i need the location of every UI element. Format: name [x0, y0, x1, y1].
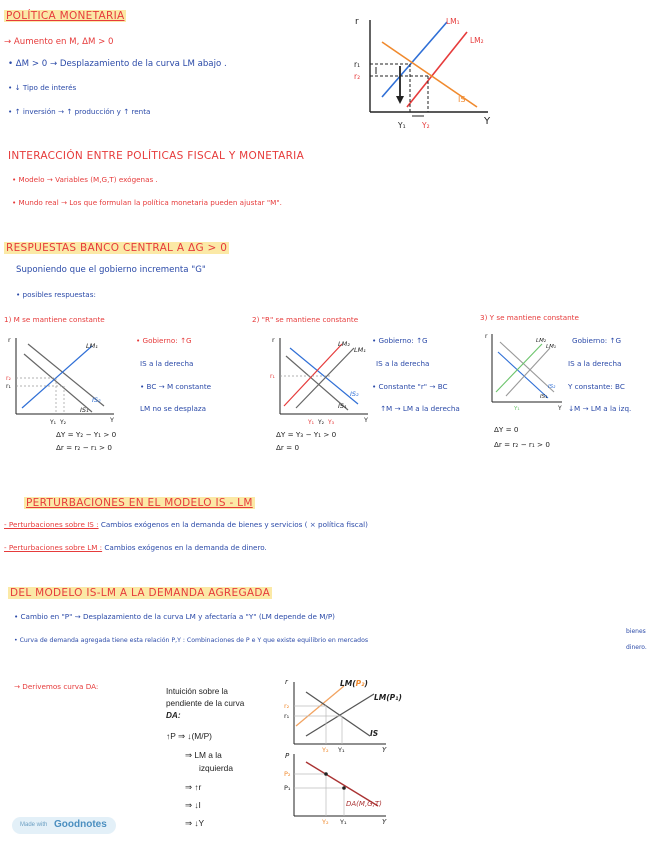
label-r1: r₁ [354, 60, 361, 69]
intuition-line3: DA: [166, 711, 181, 720]
case3-formula2: Δr = r₂ − r₁ > 0 [494, 440, 550, 449]
axis-y-label: Y [484, 116, 491, 127]
intuition-step5: ⇒ ↓I [185, 800, 201, 810]
case2-note1: • Gobierno: ↑G [372, 336, 428, 345]
case1-formula2: Δr = r₂ − r₁ > 0 [56, 443, 112, 452]
svg-text:r: r [272, 336, 275, 344]
svg-text:IS₂: IS₂ [350, 390, 359, 398]
case3-formula1: ΔY = 0 [494, 425, 519, 434]
intuition-step2: ⇒ LM a la [185, 750, 222, 760]
case3-note3: Y constante: BC [568, 382, 625, 391]
case3-note1: Gobierno: ↑G [572, 336, 622, 345]
section-title-interaccion: INTERACCIÓN ENTRE POLÍTICAS FISCAL Y MONETARIA [8, 150, 305, 162]
note-dinero: dinero. [626, 644, 647, 651]
label-r2: r₂ [354, 72, 361, 81]
label-is: IS [458, 95, 466, 104]
svg-text:Y₁: Y₁ [514, 406, 520, 412]
svg-text:r: r [8, 336, 11, 344]
svg-text:Y₁: Y₁ [338, 746, 345, 754]
label-y1: Y₁ [398, 121, 406, 130]
svg-text:Y₁: Y₁ [340, 818, 347, 826]
svg-text:Y₁: Y₁ [308, 419, 315, 426]
note-inversion: • ↑ inversión → ↑ producción y ↑ renta [8, 107, 151, 116]
svg-text:Y: Y [558, 405, 562, 412]
svg-text:IS₁: IS₁ [540, 394, 548, 400]
mini-graph-case1 [6, 336, 118, 426]
svg-text:P₁: P₁ [284, 784, 291, 792]
svg-text:r: r [285, 678, 288, 686]
mini-graph-case3 [484, 332, 564, 412]
case2-note2: IS a la derecha [376, 359, 430, 368]
section-title-is-lm-da: DEL MODELO IS-LM A LA DEMANDA AGREGADA [10, 587, 271, 599]
svg-text:IS₂: IS₂ [548, 384, 556, 390]
note-perturbaciones-is: - Perturbaciones sobre IS : Cambios exógenos en la demanda de bienes y servicios ( × política fiscal) [4, 520, 368, 529]
svg-text:Y₁: Y₁ [50, 419, 57, 426]
intuition-step4: ⇒ ↑r [185, 782, 202, 792]
intuition-step6: ⇒ ↓Y [185, 818, 205, 828]
note-derivemos-da: → Derivemos curva DA: [14, 682, 99, 691]
svg-text:IS₁: IS₁ [80, 406, 89, 414]
note-curva-da: • Curva de demanda agregada tiene esta relación P,Y : Combinaciones de P e Y que existe equilibrio en mercados [14, 637, 369, 644]
svg-text:r₂: r₂ [6, 375, 11, 382]
note-bienes: bienes [626, 628, 646, 635]
svg-text:LM₁: LM₁ [546, 344, 557, 350]
case1-formula1: ΔY = Y₂ − Y₁ > 0 [56, 430, 117, 439]
case1-note2: IS a la derecha [140, 359, 194, 368]
intuition-line1: Intuición sobre la [166, 687, 228, 696]
section-title-politica-monetaria: POLÍTICA MONETARIA [6, 10, 125, 22]
mini-graph-case2 [270, 336, 370, 426]
svg-text:Y: Y [382, 746, 387, 754]
svg-text:Y: Y [382, 818, 387, 826]
note-tipo-interes: • ↓ Tipo de interés [8, 83, 77, 92]
label-y2: Y₂ [422, 121, 430, 130]
svg-text:r₁: r₁ [270, 373, 275, 380]
case2-note3: • Constante "r" → BC [372, 382, 448, 391]
note-modelo-exogenas: • Modelo → Variables (M,G,T) exógenas . [12, 175, 158, 184]
case2-formula1: ΔY = Y₃ − Y₁ > 0 [276, 430, 337, 439]
lm1-curve [382, 22, 447, 97]
label-lm1: LM₁ [446, 17, 460, 26]
graph-lm-shift [352, 12, 492, 132]
badge-made-with: Made with [20, 822, 48, 828]
case1-title: 1) M se mantiene constante [4, 315, 105, 324]
svg-text:r₁: r₁ [6, 383, 11, 390]
badge-brand: Goodnotes [54, 819, 107, 830]
note-cambio-p: • Cambio en "P" ⇝ Desplazamiento de la curva LM y afectaría a "Y" (LM depende de M/P) [14, 612, 335, 621]
intuition-line2: pendiente de la curva [166, 699, 245, 708]
svg-text:r₁: r₁ [284, 712, 290, 720]
svg-text:IS₂: IS₂ [92, 396, 101, 404]
case2-note4: ↑M → LM a la derecha [380, 404, 460, 413]
svg-text:DA(M,G,T): DA(M,G,T) [346, 800, 382, 808]
case1-note1: • Gobierno: ↑G [136, 336, 192, 345]
svg-text:LM₁: LM₁ [354, 346, 366, 354]
case3-note2: IS a la derecha [568, 359, 622, 368]
label-lm2: LM₂ [470, 36, 484, 45]
note-aumento-m: → Aumento en M, ΔM > 0 [4, 37, 114, 47]
svg-text:IS: IS [370, 729, 379, 738]
svg-text:P₂: P₂ [284, 770, 291, 778]
case1-note3: • BC → M constante [140, 382, 212, 391]
case2-title: 2) "R" se mantiene constante [252, 315, 359, 324]
svg-text:LM₁: LM₁ [86, 342, 98, 350]
case3-title: 3) Y se mantiene constante [480, 313, 579, 322]
svg-text:LM₂: LM₂ [536, 338, 547, 344]
axis-r-label: r [355, 17, 359, 27]
intuition-step3: izquierda [199, 763, 233, 773]
note-perturbaciones-lm: - Perturbaciones sobre LM : Cambios exógenos en la demanda de dinero. [4, 543, 267, 552]
goodnotes-badge[interactable] [12, 817, 116, 834]
svg-text:Y₂: Y₂ [322, 818, 329, 826]
note-desplazamiento-lm: • ΔM > 0 → Desplazamiento de la curva LM abajo . [8, 59, 227, 69]
section-title-perturbaciones: PERTURBACIONES EN EL MODELO IS - LM [26, 497, 253, 509]
case2-formula2: Δr = 0 [276, 443, 300, 452]
svg-text:Y₂: Y₂ [318, 419, 325, 426]
svg-text:Y₃: Y₃ [328, 419, 335, 426]
svg-text:LM(P₂): LM(P₂) [340, 679, 368, 688]
case1-note4: LM no se desplaza [140, 404, 207, 413]
graph-is-lm-da [282, 678, 402, 828]
svg-text:LM(P₁): LM(P₁) [374, 693, 402, 702]
note-mundo-real: • Mundo real → Los que formulan la política monetaria pueden ajustar "M". [12, 198, 282, 207]
section-title-respuestas-bc: RESPUESTAS BANCO CENTRAL A ΔG > 0 [6, 242, 228, 254]
svg-text:Y: Y [364, 416, 368, 424]
svg-text:Y: Y [110, 416, 114, 424]
svg-text:Y₂: Y₂ [60, 419, 67, 426]
svg-text:LM₂: LM₂ [338, 340, 350, 348]
case3-note4: ↓M → LM a la izq. [568, 404, 632, 413]
note-posibles: • posibles respuestas: [16, 290, 96, 299]
note-suponiendo: Suponiendo que el gobierno incrementa "G" [16, 265, 206, 275]
svg-text:r₂: r₂ [284, 702, 290, 710]
svg-text:Y₂: Y₂ [322, 746, 329, 754]
svg-text:IS₁: IS₁ [338, 402, 347, 410]
intuition-step1: ↑P ⇒ ↓(M/P) [166, 731, 212, 741]
svg-text:P: P [285, 752, 290, 760]
svg-text:r: r [485, 333, 488, 340]
